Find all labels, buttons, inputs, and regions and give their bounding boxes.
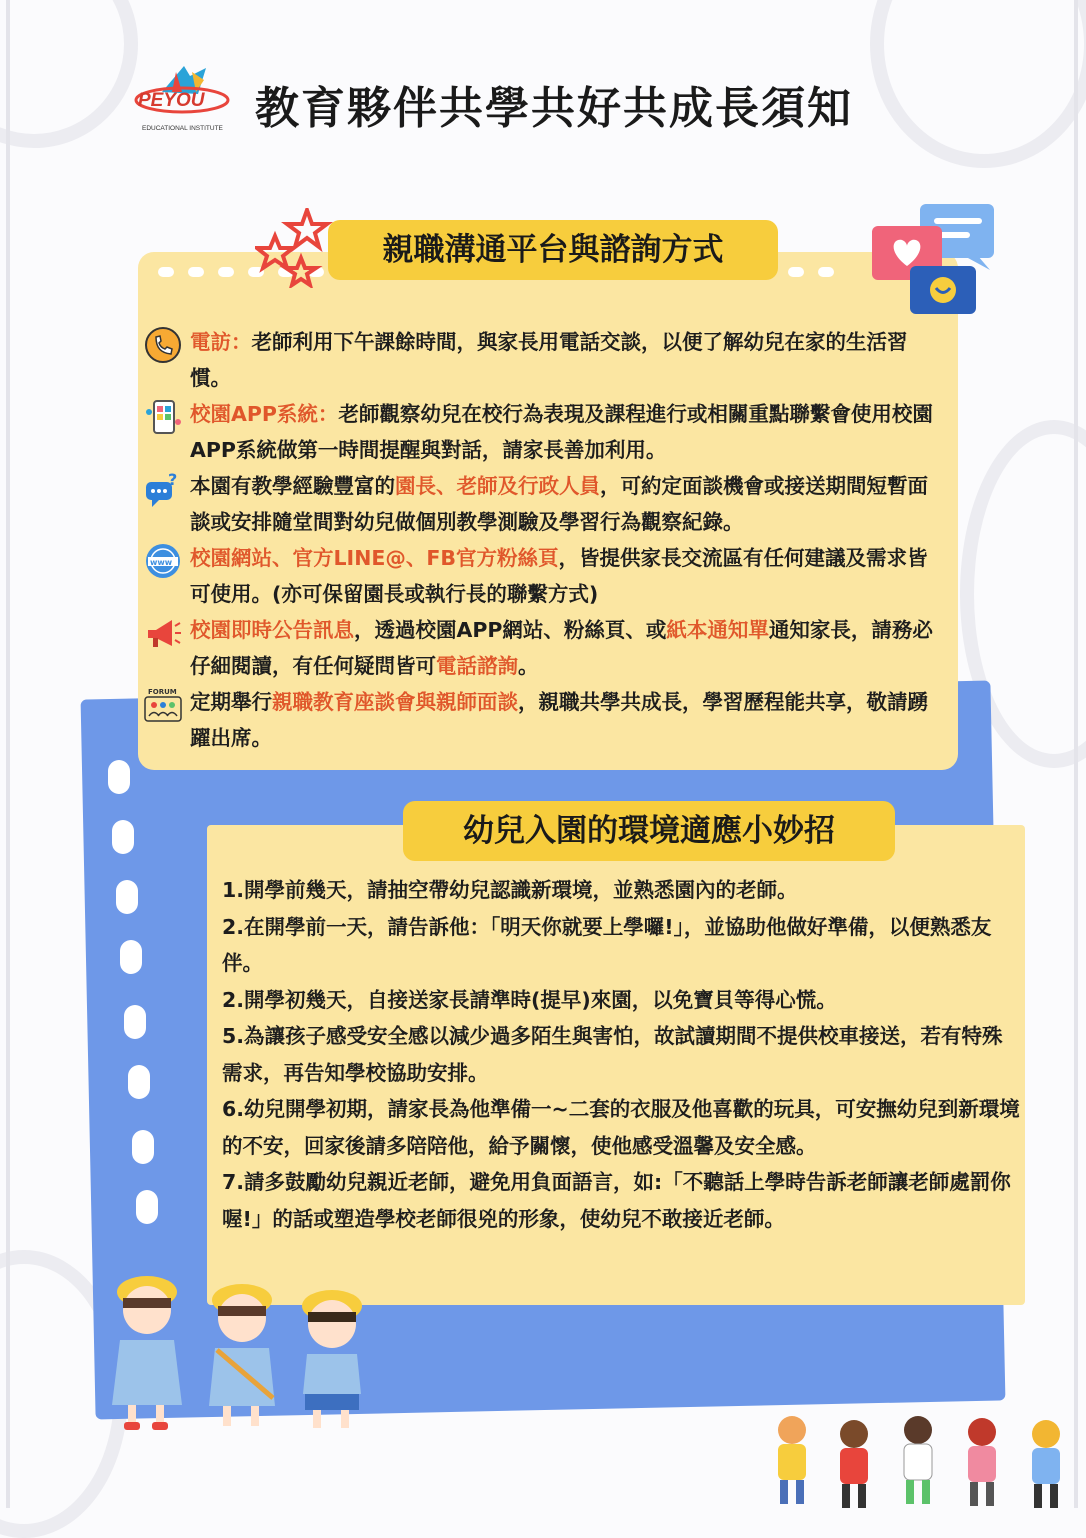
tip-item: 6.幼兒開學初期，請家長為他準備一~二套的衣服及他喜歡的玩具，可安撫幼兒到新環境的不安，回家後請多陪陪他，給予關懷，使他感受溫馨及安全感。 bbox=[222, 1097, 1020, 1158]
item-pre: 本園有教學經驗豐富的 bbox=[190, 474, 395, 498]
background-doodle bbox=[870, 0, 1086, 168]
item-highlight: 校園網站、官方LINE@、FB官方粉絲頁 bbox=[190, 546, 559, 570]
tip-item: 5.為讓孩子感受安全感以減少過多陌生與害怕，故試讀期間不提供校車接送，若有特殊需求，再告知學校協助安排。 bbox=[222, 1024, 1003, 1085]
logo-text: PEYOU bbox=[138, 90, 205, 111]
list-item bbox=[142, 324, 942, 396]
binder-hole bbox=[136, 1190, 158, 1224]
binder-hole bbox=[112, 820, 134, 854]
item-pre: 定期舉行 bbox=[190, 690, 272, 714]
frame-line-left bbox=[6, 0, 10, 1508]
item-highlight: 紙本通知單 bbox=[666, 618, 769, 642]
logo-subtext: EDUCATIONAL INSTITUTE bbox=[142, 125, 223, 132]
item-highlight: 親職教育座談會與親師面談 bbox=[272, 690, 518, 714]
walking-children-illustration bbox=[762, 1412, 1078, 1508]
chat-bubbles-icon bbox=[868, 200, 1000, 324]
background-doodle bbox=[0, 0, 138, 148]
section1-title: 親職溝通平台與諮詢方式 bbox=[328, 220, 778, 280]
item-highlight: 電訪： bbox=[190, 330, 252, 354]
forum-icon bbox=[144, 686, 182, 724]
item-text: 。 bbox=[518, 654, 539, 678]
item-text: ，皆提供家長交流區有任何建議及需求皆可使用。(亦可保留園長或執行長的聯繫方式) bbox=[190, 546, 928, 606]
tip-item: 2.在開學前一天，請告訴他：「明天你就要上學囉!」，並協助他做好準備，以便熟悉友伴。 bbox=[222, 914, 992, 975]
list-item bbox=[142, 684, 942, 756]
item-text: ，親職共學共成長，學習歷程能共享，敬請踴躍出席。 bbox=[190, 690, 928, 750]
tip-item: 1.開學前幾天，請抽空帶幼兒認識新環境，並熟悉園內的老師。 bbox=[222, 878, 798, 902]
item-text: 通知家長，請務必仔細閱讀，有任何疑問皆可 bbox=[190, 618, 933, 678]
item-highlight: 校園即時公告訊息 bbox=[190, 618, 354, 642]
forum-label: FORUM bbox=[148, 688, 177, 696]
logo bbox=[132, 62, 232, 134]
section2-title: 幼兒入園的環境適應小妙招 bbox=[403, 801, 895, 861]
app-icon bbox=[144, 398, 182, 436]
item-text: ，可約定面談機會或接送期間短暫面談或安排隨堂間對幼兒做個別教學測驗及學習行為觀察紀錄。 bbox=[190, 474, 928, 534]
tip-item: 7.請多鼓勵幼兒親近老師，避免用負面語言，如:「不聽話上學時告訴老師讓老師處罰你喔!」的話或塑造學校老師很兇的形象，使幼兒不敢接近老師。 bbox=[222, 1170, 1011, 1231]
item-highlight: 園長、老師及行政人員 bbox=[395, 474, 600, 498]
binder-hole bbox=[128, 1065, 150, 1099]
frame-line-right bbox=[1074, 0, 1078, 1508]
children-illustration bbox=[102, 1270, 382, 1435]
svg-text:?: ? bbox=[168, 470, 178, 489]
item-text: ，透過校園APP網站、粉絲頁、或 bbox=[354, 618, 667, 642]
item-highlight: 校園APP系統： bbox=[190, 402, 339, 426]
item-text: 老師利用下午課餘時間，與家長用電話交談，以便了解幼兒在家的生活習慣。 bbox=[190, 330, 908, 390]
tip-item: 2.開學初幾天，自接送家長請準時(提早)來園，以免寶貝等得心慌。 bbox=[222, 987, 837, 1012]
list-item bbox=[142, 540, 942, 612]
binder-hole bbox=[116, 880, 138, 914]
binder-hole bbox=[120, 940, 142, 974]
www-icon bbox=[144, 542, 182, 580]
binder-hole bbox=[132, 1130, 154, 1164]
megaphone-icon bbox=[144, 614, 182, 652]
tips-list bbox=[222, 872, 1022, 1237]
list-item bbox=[142, 396, 942, 468]
list-item bbox=[142, 612, 942, 684]
question-chat-icon bbox=[144, 470, 182, 508]
list-item bbox=[142, 468, 942, 540]
item-text: 老師觀察幼兒在校行為表現及課程進行或相關重點聯繫會使用校園APP系統做第一時間提醒與對話，請家長善加利用。 bbox=[190, 402, 933, 462]
svg-text:www: www bbox=[150, 558, 173, 567]
binder-hole bbox=[124, 1005, 146, 1039]
binder-hole bbox=[108, 760, 130, 794]
communication-list bbox=[142, 324, 942, 756]
item-highlight: 電話諮詢 bbox=[436, 654, 518, 678]
phone-icon bbox=[144, 326, 182, 364]
page-title: 教育夥伴共學共好共成長須知 bbox=[255, 83, 853, 134]
stars-icon bbox=[255, 208, 333, 288]
